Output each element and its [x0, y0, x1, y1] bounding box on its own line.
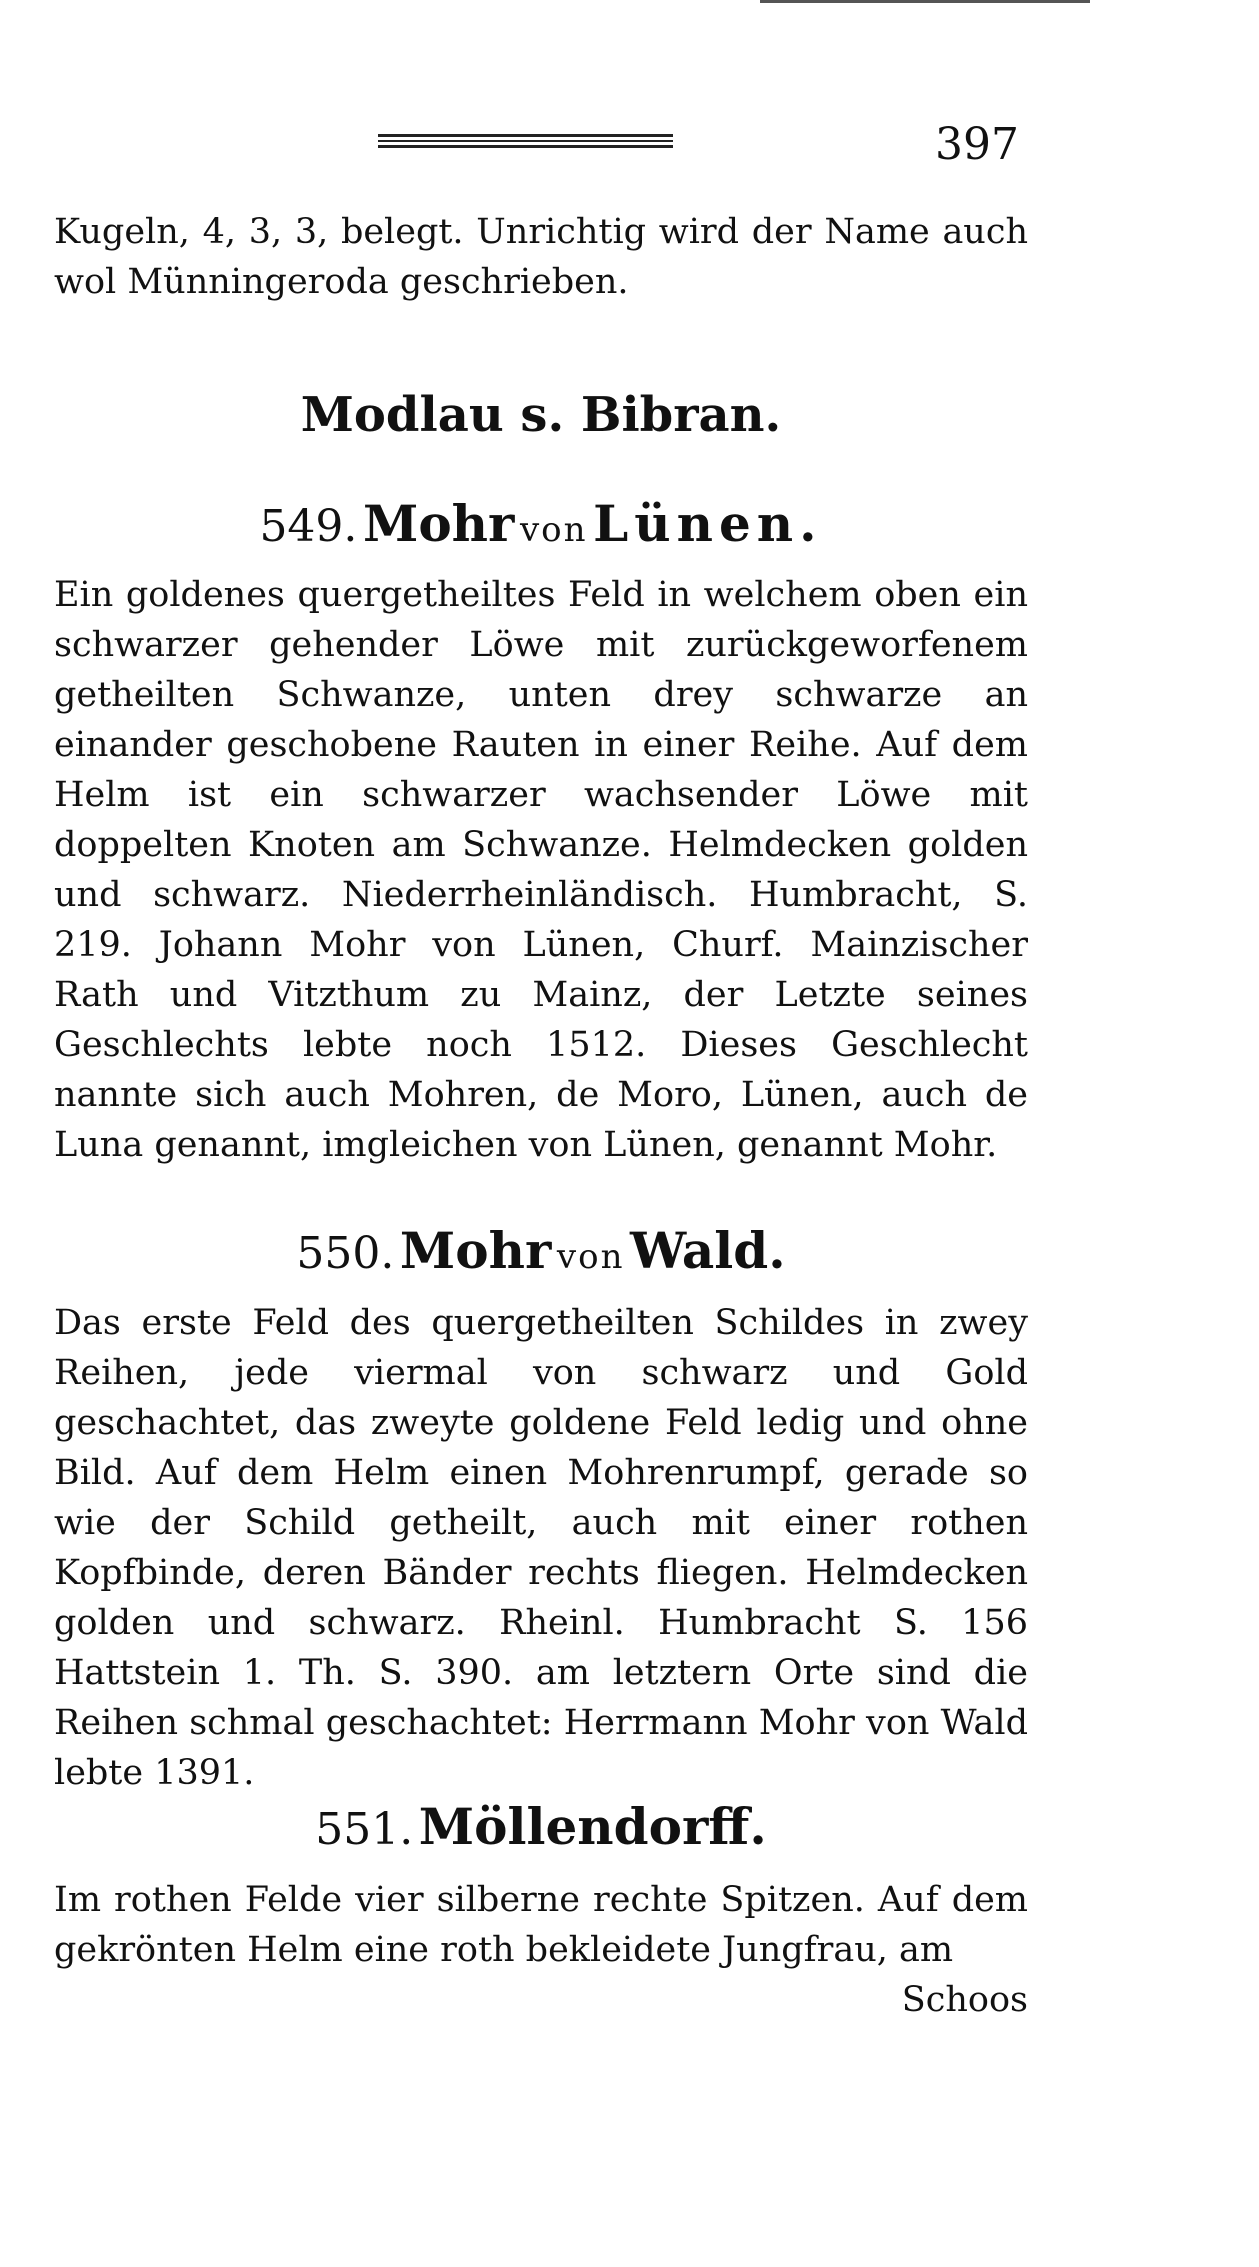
- entry-549-place: Lünen.: [593, 494, 823, 553]
- entry-551-text: Im rothen Felde vier silberne rechte Spitzen. Auf dem gekrönten Helm eine roth bekleidete Jungfrau, am: [54, 1880, 1028, 1970]
- entry-551-name: Möllendorff.: [418, 1797, 767, 1856]
- entry-550-body: Das erste Feld des quergetheilten Schildes in zwey Reihen, jede viermal von schwarz und Gold geschachtet, das zweyte goldene Feld ledig und ohne Bild. Auf dem Helm einen Mohrenrumpf, gerade so wie der Schild getheilt, auch mit einer rothen Kopfbinde, deren Bänder rechts fliegen. Helmdecken golden und schwarz. Rheinl. Humbracht S. 156 Hattstein 1. Th. S. 390. am letztern Orte sind die Reihen schmal geschachtet: Herrmann Mohr von Wald lebte 1391.: [54, 1303, 1028, 1793]
- ornament-line: [378, 134, 673, 137]
- header-ornament-rule: [378, 132, 673, 148]
- entry-550-particle: von: [556, 1237, 625, 1277]
- cross-reference-heading: Modlau s. Bibran.: [300, 387, 782, 443]
- catchword: Schoos: [901, 1980, 1028, 2020]
- entry-550-name: Mohr: [399, 1221, 552, 1280]
- ornament-line: [378, 140, 673, 142]
- entry-551-heading: [54, 1793, 1028, 1873]
- entry-549-particle: von: [519, 510, 588, 550]
- entry-550-number: 550.: [296, 1228, 395, 1279]
- page-number: 397: [935, 119, 1019, 170]
- entry-549-name: Mohr: [362, 494, 515, 553]
- top-edge-rule: [760, 0, 1090, 3]
- entry-550-heading: [54, 1217, 1028, 1297]
- entry-550-place: Wald.: [630, 1221, 786, 1280]
- entry-551-number: 551.: [315, 1804, 414, 1855]
- entry-549-body: Ein goldenes quergetheiltes Feld in welchem oben ein schwarzer gehender Löwe mit zurückgeworfenem getheilten Schwanze, unten drey schwarze an einander geschobene Rauten in einer Reihe. Auf dem Helm ist ein schwarzer wachsender Löwe mit doppelten Knoten am Schwanze. Helmdecken golden und schwarz. Niederrheinländisch. Humbracht, S. 219. Johann Mohr von Lünen, Churf. Mainzischer Rath und Vitzthum zu Mainz, der Letzte seines Geschlechts lebte noch 1512. Dieses Geschlecht nannte sich auch Mohren, de Moro, Lünen, auch de Luna genannt, imgleichen von Lünen, genannt Mohr.: [54, 575, 1028, 1165]
- intro-paragraph: Kugeln, 4, 3, 3, belegt. Unrichtig wird der Name auch wol Münningeroda geschrieben.: [54, 212, 1028, 302]
- entry-551-body: [54, 1875, 1028, 2025]
- ornament-line: [378, 145, 673, 148]
- entry-549-heading: [54, 490, 1028, 570]
- entry-549-number: 549.: [259, 501, 358, 552]
